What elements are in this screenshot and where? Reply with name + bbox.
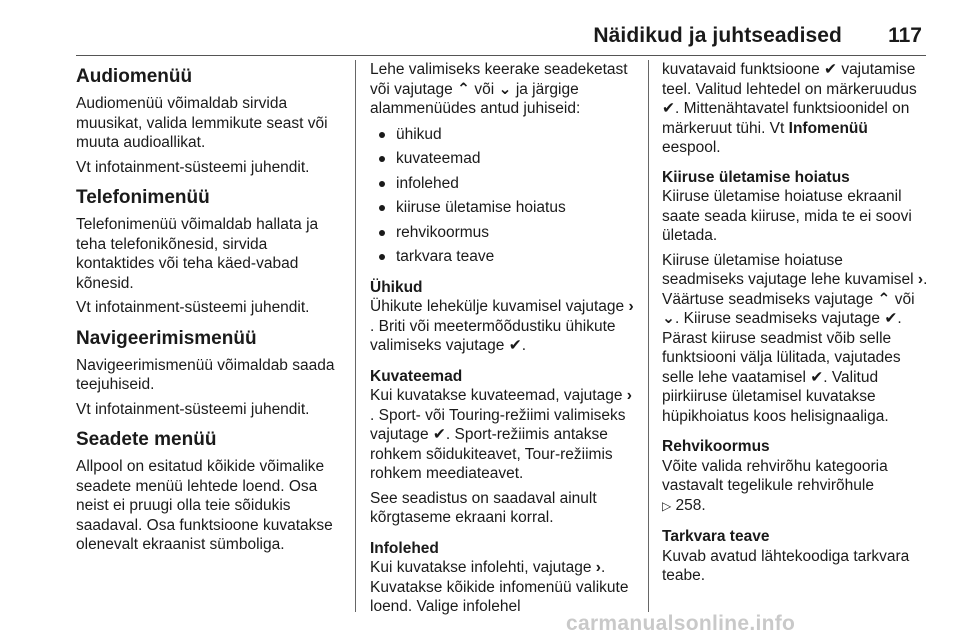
paragraph: Ühikute lehekülje kuvamisel vajutage ›. Briti või meetermõõdustiku ühikute valimiseks vajutage ✔. [370, 298, 634, 354]
list-item: kuvateemad [370, 149, 636, 169]
subheading-speed-warning: Kiiruse ületamise hoiatus [662, 168, 850, 186]
column-1 [76, 60, 344, 560]
list-item: kiiruse ületamise hoiatus [370, 198, 636, 218]
page-header [0, 0, 960, 60]
column-3 [662, 60, 928, 591]
chevron-down-icon: ⌄ [498, 80, 512, 98]
tyre-load-block [662, 437, 928, 516]
speed-warning-block [662, 168, 928, 427]
infopages-block [370, 539, 636, 617]
header-rule [76, 55, 926, 56]
checkmark-icon: ✔ [508, 337, 522, 354]
paragraph: Allpool on esitatud kõikide võimalike seadete menüü lehtede loend. Osa neist ei pruugi olla teie sõidukis saadaval. Osa funktsioone kuvatakse olenevalt ekraanist sümboliga. [76, 458, 333, 553]
section-heading-navigation: Navigeerimismenüü [76, 327, 257, 349]
chevron-right-icon: › [595, 559, 601, 576]
watermark-brand: carmanualsonline.info [566, 612, 796, 635]
paragraph: Kiiruse ületamise hoiatuse seadmiseks vajutage lehe kuvamisel ›. Väärtuse seadmiseks vajutage ⌃ või ⌄. Kiiruse seadmiseks vajutage ✔. Pärast kiiruse seadmist võib selle funktsiooni välja lülitada, vajutades selle lehe vaatamisel ✔. Valitud piirkiiruse ületamisel kuvatakse hüpikhoiatus koos helisignaaliga. [662, 251, 928, 425]
chevron-up-icon: ⌃ [877, 290, 891, 308]
settings-page-list [370, 125, 636, 267]
paragraph: Vt infotainment-süsteemi juhendit. [76, 158, 310, 176]
checkmark-icon: ✔ [824, 61, 837, 78]
section-heading-audio: Audiomenüü [76, 66, 193, 87]
subheading-software-info: Tarkvara teave [662, 528, 770, 545]
list-item: rehvikoormus [370, 223, 636, 243]
chevron-right-icon: › [626, 387, 632, 404]
page-reference[interactable]: 258. [675, 496, 706, 514]
checkmark-icon: ✔ [432, 426, 446, 443]
paragraph: Kiiruse ületamise hoiatuse ekraanil saate seada kiiruse, mida te ei soovi ületada. [662, 188, 912, 244]
list-item: infolehed [370, 174, 636, 194]
chevron-up-icon: ⌃ [457, 80, 471, 98]
units-block [370, 278, 636, 356]
cross-reference-link[interactable]: Infomenüü [788, 119, 868, 137]
list-item: tarkvara teave [370, 247, 636, 267]
subheading-tyre-load: Rehvikoormus [662, 438, 770, 455]
intro-paragraph: Lehe valimiseks keerake seadeketast või vajutage ⌃ või ⌄ ja järgige alammenüüdes antud juhiseid: [370, 61, 628, 117]
subheading-infopages: Infolehed [370, 539, 439, 557]
column-divider [648, 60, 649, 612]
paragraph: Kui kuvatakse infolehti, vajutage ›. Kuvatakse kõikide infomenüü valikute loend. Valige infolehel [370, 559, 629, 615]
list-item: ühikud [370, 125, 636, 145]
subheading-units: Ühikud [370, 278, 423, 296]
subheading-themes: Kuvateemad [370, 367, 463, 385]
paragraph: Telefonimenüü võimaldab hallata ja teha telefonikõnesid, sirvida kontaktides või teha käed-vabad kõnesid. [76, 216, 319, 292]
page-reference-icon: ▷ [662, 498, 672, 513]
chevron-right-icon: › [628, 298, 634, 315]
paragraph: Vt infotainment-süsteemi juhendit. [76, 400, 310, 418]
themes-block [370, 367, 636, 528]
column-2 [370, 60, 636, 622]
paragraph: Audiomenüü võimaldab sirvida muusikat, valida lemmikute seast või muuta audioallikat. [76, 95, 328, 151]
chevron-right-icon: › [917, 271, 924, 288]
page-title: Näidikud ja juhtseadised [593, 24, 842, 47]
paragraph: kuvatavaid funktsioone ✔ vajutamise teel. Valitud lehtedel on märkeruudus ✔. Mittenähtavatel funktsioonidel on märkeruut tühi. Vt Infomenüü eespool. [662, 61, 917, 156]
paragraph: Vt infotainment-süsteemi juhendit. [76, 299, 310, 316]
checkmark-icon: ✔ [662, 100, 675, 117]
checkmark-icon: ✔ [810, 368, 824, 386]
paragraph: Kui kuvatakse kuvateemad, vajutage ›. Sport- või Touring-režiimi valimiseks vajutage ✔. Sport-režiimis antakse rohkem sõidukiteavet, Tour-režiimis rohkem meediateavet. [370, 387, 632, 482]
section-heading-settings: Seadete menüü [76, 429, 217, 450]
paragraph: Navigeerimismenüü võimaldab saada teejuhiseid. [76, 356, 335, 393]
section-heading-phone: Telefonimenüü [76, 187, 210, 208]
chevron-down-icon: ⌄ [662, 310, 675, 327]
paragraph: Kuvab avatud lähtekoodiga tarkvara teabe. [662, 547, 910, 584]
paragraph: Võite valida rehvirõhu kategooria vastavalt tegelikule rehvirõhule ▷ 258. [662, 457, 928, 517]
paragraph: See seadistus on saadaval ainult kõrgtaseme ekraani korral. [370, 489, 597, 526]
column-divider [355, 60, 356, 612]
software-info-block [662, 527, 928, 586]
page-number: 117 [888, 24, 922, 47]
checkmark-icon: ✔ [884, 310, 898, 327]
